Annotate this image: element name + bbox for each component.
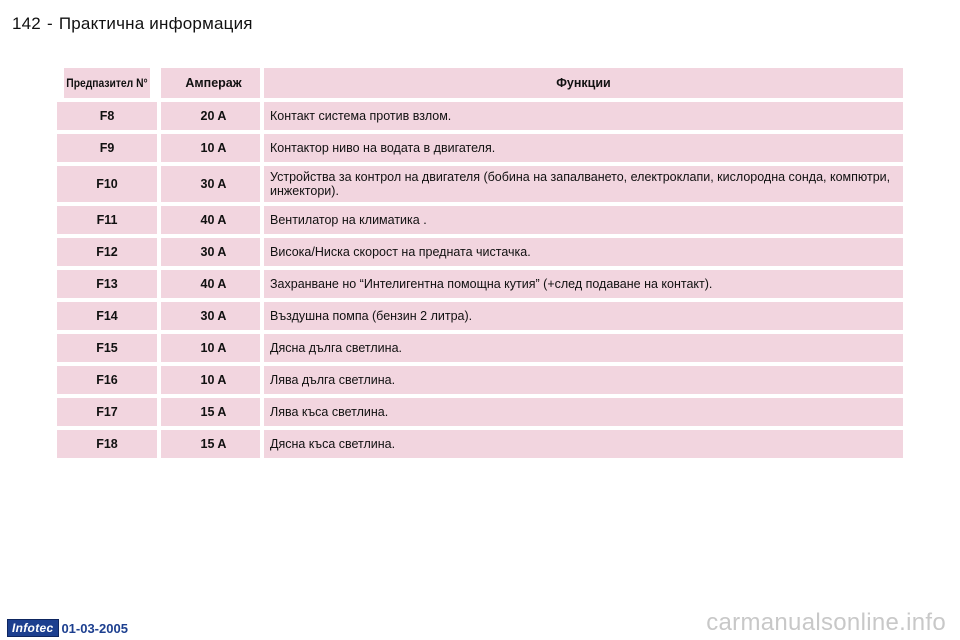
table-row (57, 302, 903, 330)
function-cell: Дясна къса светлина. (264, 430, 903, 458)
fuse-cell: F17 (57, 398, 157, 426)
function-cell: Контактор ниво на водата в двигателя. (264, 134, 903, 162)
amperage-cell: 40 A (161, 270, 260, 298)
function-cell: Вентилатор на климатика . (264, 206, 903, 234)
table-row (57, 334, 903, 362)
amperage-cell: 30 A (161, 302, 260, 330)
fuse-cell: F8 (57, 102, 157, 130)
header-amperage: Ампераж (161, 68, 260, 98)
amperage-cell: 30 A (161, 166, 260, 202)
page-header (12, 14, 253, 34)
table-row (57, 134, 903, 162)
function-cell: Захранване но “Интелигентна помощна кутия” (+след подаване на контакт). (264, 270, 903, 298)
header-separator: - (46, 14, 53, 33)
table-row (57, 238, 903, 266)
function-cell: Лява дълга светлина. (264, 366, 903, 394)
table-row (57, 102, 903, 130)
footer-date: 01-03-2005 (61, 620, 128, 636)
fuse-cell: F14 (57, 302, 157, 330)
fuse-cell: F13 (57, 270, 157, 298)
section-title: Практична информация (58, 14, 253, 33)
function-cell: Устройства за контрол на двигателя (бобина на запалването, електроклапи, кислородна сонда, компютри, инжектори). (264, 166, 903, 202)
amperage-cell: 20 A (161, 102, 260, 130)
infotec-logo: Infotec (7, 619, 59, 637)
table-row (57, 430, 903, 458)
amperage-cell: 30 A (161, 238, 260, 266)
fuse-cell: F18 (57, 430, 157, 458)
fuse-cell: F15 (57, 334, 157, 362)
function-cell: Въздушна помпа (бензин 2 литра). (264, 302, 903, 330)
fuse-cell: F9 (57, 134, 157, 162)
header-fuse-number: Предпазител N° (64, 68, 150, 98)
amperage-cell: 15 A (161, 398, 260, 426)
table-row (57, 206, 903, 234)
table-row (57, 166, 903, 202)
function-cell: Дясна дълга светлина. (264, 334, 903, 362)
table-row (57, 366, 903, 394)
table-header-row (57, 68, 903, 98)
table-row (57, 398, 903, 426)
fuse-cell: F11 (57, 206, 157, 234)
function-cell: Висока/Ниска скорост на предната чистачка. (264, 238, 903, 266)
footer-logo (7, 619, 128, 637)
watermark: carmanualsonline.info (706, 609, 946, 636)
amperage-cell: 10 A (161, 366, 260, 394)
table-row (57, 270, 903, 298)
function-cell: Лява къса светлина. (264, 398, 903, 426)
amperage-cell: 15 A (161, 430, 260, 458)
page-number: 142 (12, 14, 41, 33)
fuse-cell: F12 (57, 238, 157, 266)
amperage-cell: 10 A (161, 334, 260, 362)
fuse-cell: F10 (57, 166, 157, 202)
fuse-cell: F16 (57, 366, 157, 394)
function-cell: Контакт система против взлом. (264, 102, 903, 130)
amperage-cell: 40 A (161, 206, 260, 234)
amperage-cell: 10 A (161, 134, 260, 162)
fuse-table (57, 68, 903, 462)
header-functions: Функции (264, 68, 903, 98)
